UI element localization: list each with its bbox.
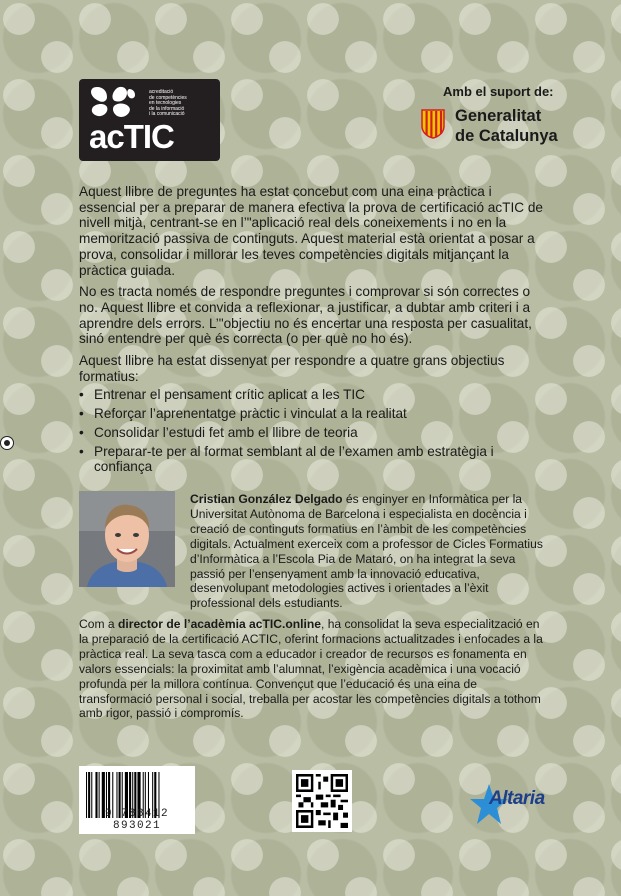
logo-wordmark: acTIC bbox=[89, 118, 174, 155]
author-photo bbox=[79, 491, 175, 587]
author-bio-2: Com a director de l’acadèmia acTIC.online, ha consolidat la seva especialització en la preparació de la certificació ACTIC, oferint formacions actualitzades i enfocades a la pràctica real. La seva tasca com a educador i creador de recursos es fonamenta en valors essencials: la proximitat amb l’alumnat, l’exigència acadèmica i una vocació profunda per la millora contínua. Convençut que l’educació és una eina de transformació personal i social, treballa per acostar les competències digitals a tothom amb rigor, passió i compromís. bbox=[79, 617, 543, 721]
list-item: • Reforçar l’aprenentatge pràctic i vinculat a la realitat bbox=[79, 406, 543, 422]
intro-text bbox=[79, 184, 543, 478]
intro-paragraph-2: No es tracta només de respondre preguntes i comprovar si són correctes o no. Aquest llibre et convida a reflexionar, a justificar, a dubtar amb criteri i a aprendre dels errors. L’"objectiu no és encertar una resposta per casualitat, sinó entendre per què és correcta (o per què no ho és). bbox=[79, 284, 532, 347]
isbn-barcode bbox=[79, 766, 195, 834]
objectives-list bbox=[79, 387, 543, 475]
actic-logo bbox=[79, 79, 220, 161]
academy-director-label: director de l’acadèmia acTIC.online bbox=[117, 617, 321, 631]
registration-mark bbox=[0, 436, 14, 450]
isbn-number: 9 788412 893021 bbox=[104, 808, 169, 832]
support-label: Amb el suport de: bbox=[443, 84, 554, 99]
list-item: • Consolidar l’estudi fet amb el llibre de teoria bbox=[79, 425, 543, 441]
author-bio bbox=[190, 492, 546, 611]
catalonia-shield-icon bbox=[421, 108, 445, 139]
list-item: • Preparar-te per al format semblant al de l’examen amb estratègia i confiança bbox=[79, 444, 543, 475]
generalitat-name: Generalitat de Catalunya bbox=[455, 107, 558, 145]
intro-paragraph-1: Aquest llibre de preguntes ha estat concebut com una eina pràctica i essencial per a preparar de manera efectiva la prova de certificació acTIC de nivell mitjà, centrant-se en l’"aplicació real dels coneixements i no en la memorització passiva de continguts. Aquest material està orientat a posar a prova, consolidar i millorar les teves competències digitals mitjançant la pràctica guiada. bbox=[79, 184, 543, 278]
author-name: Cristian González Delgado bbox=[190, 492, 343, 506]
publisher-name: Altaria bbox=[489, 788, 545, 809]
actic-mark-icon bbox=[89, 85, 137, 119]
qr-code-icon bbox=[296, 774, 348, 828]
qr-code bbox=[292, 770, 352, 832]
altaria-logo bbox=[469, 782, 576, 826]
author-bio-text: és enginyer en Informàtica per la Universitat Autònoma de Barcelona i especialista en docència i creació de continguts formatius en l’àmbit de les competències digitals. Actualment exerceix com a professor de Cicles Formatius d’Informàtica a l’Escola Pia de Mataró, on ha integrat la seva passió per l’ensenyament amb la innovació educativa, desenvolupant metodologies actives i orientades a l’èxit professional dels estudiants. bbox=[190, 492, 543, 611]
intro-paragraph-3: Aquest llibre ha estat dissenyat per respondre a quatre grans objectius formatius: bbox=[79, 353, 505, 384]
logo-tagline: acreditació de competències en tecnologies de la informació i la comunicació bbox=[149, 89, 187, 118]
list-item: • Entrenar el pensament crític aplicat a les TIC bbox=[79, 387, 543, 403]
